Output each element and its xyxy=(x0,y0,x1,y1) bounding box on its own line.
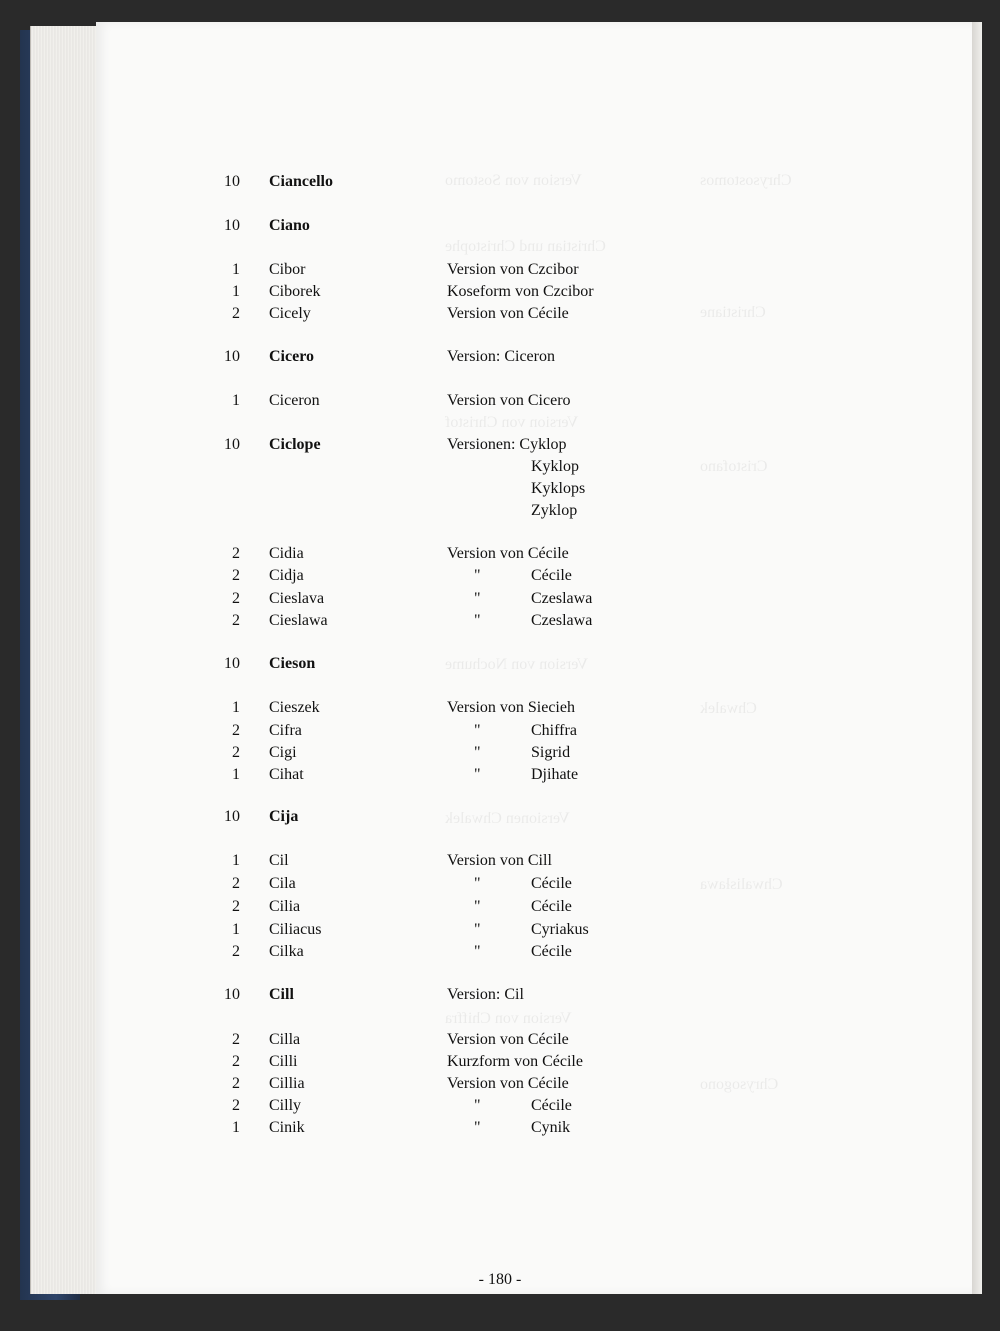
entry-description: Version von Siecieh xyxy=(447,699,575,716)
entry-name: Ciceron xyxy=(269,392,320,409)
entry-name: Ciliacus xyxy=(269,921,322,938)
entry-number: 1 xyxy=(232,766,240,783)
entry-description: Version von Cécile xyxy=(447,1075,569,1092)
ditto-mark: " xyxy=(474,722,481,739)
entry-row xyxy=(0,610,1000,632)
entry-description: Version von Cécile xyxy=(447,305,569,322)
entry-name: Ciano xyxy=(269,217,310,234)
entry-number: 2 xyxy=(232,1031,240,1048)
entry-number: 2 xyxy=(232,898,240,915)
page-number: - 180 - xyxy=(478,1271,522,1288)
entry-row xyxy=(0,1051,1000,1073)
entry-name: Cilka xyxy=(269,943,304,960)
entry-number: 1 xyxy=(232,852,240,869)
entry-reference: Czeslawa xyxy=(531,590,593,607)
entry-description: Version von Cicero xyxy=(447,392,571,409)
ditto-mark: " xyxy=(474,612,481,629)
entry-row xyxy=(0,588,1000,610)
entry-description: Versionen: Cyklop xyxy=(447,436,567,453)
entry-row xyxy=(0,1117,1000,1139)
entry-name: Cieson xyxy=(269,655,316,672)
entry-name: Cidja xyxy=(269,567,304,584)
ditto-mark: " xyxy=(474,744,481,761)
entry-row xyxy=(0,390,1000,412)
entry-row xyxy=(0,697,1000,719)
entry-number: 2 xyxy=(232,1053,240,1070)
entry-description: Version von Cécile xyxy=(447,545,569,562)
entry-reference: Cécile xyxy=(531,898,572,915)
entry-number: 2 xyxy=(232,1075,240,1092)
entry-name: Cieslava xyxy=(269,590,325,607)
entry-row xyxy=(0,434,1000,456)
entry-number: 1 xyxy=(232,283,240,300)
entry-name: Cihat xyxy=(269,766,304,783)
entry-number: 1 xyxy=(232,921,240,938)
entry-variant: Zyklop xyxy=(531,502,578,519)
entry-reference: Czeslawa xyxy=(531,612,593,629)
entry-row xyxy=(0,873,1000,895)
entry-number: 2 xyxy=(232,722,240,739)
entry-number: 10 xyxy=(224,986,240,1003)
entry-row xyxy=(0,303,1000,325)
entry-number: 2 xyxy=(232,590,240,607)
entry-name: Cill xyxy=(269,986,294,1003)
entry-description: Koseform von Czcibor xyxy=(447,283,594,300)
entry-reference: Djihate xyxy=(531,766,579,783)
entry-row xyxy=(0,281,1000,303)
entry-number: 10 xyxy=(224,808,240,825)
ditto-mark: " xyxy=(474,898,481,915)
entry-row xyxy=(0,742,1000,764)
entry-name: Cinik xyxy=(269,1119,305,1136)
ditto-mark: " xyxy=(474,1119,481,1136)
entry-name: Ciclope xyxy=(269,436,321,453)
entry-name: Cilla xyxy=(269,1031,301,1048)
ditto-mark: " xyxy=(474,921,481,938)
entry-reference: Cynik xyxy=(531,1119,571,1136)
entry-row xyxy=(0,259,1000,281)
entry-reference: Cécile xyxy=(531,943,572,960)
entry-reference: Chiffra xyxy=(531,722,577,739)
entry-number: 1 xyxy=(232,1119,240,1136)
entry-row xyxy=(0,984,1000,1006)
entry-number: 2 xyxy=(232,545,240,562)
entry-description: Version von Cécile xyxy=(447,1031,569,1048)
entry-number: 2 xyxy=(232,744,240,761)
entry-variant: Kyklops xyxy=(531,480,586,497)
entry-number: 2 xyxy=(232,1097,240,1114)
entry-row xyxy=(0,720,1000,742)
entry-variant: Kyklop xyxy=(531,458,579,475)
entry-number: 10 xyxy=(224,217,240,234)
entry-number: 2 xyxy=(232,612,240,629)
entry-reference: Cyriakus xyxy=(531,921,589,938)
entry-name: Cigi xyxy=(269,744,297,761)
entry-reference: Sigrid xyxy=(531,744,571,761)
entry-row xyxy=(0,850,1000,872)
ditto-mark: " xyxy=(474,875,481,892)
entry-number: 10 xyxy=(224,436,240,453)
entry-description: Version von Cill xyxy=(447,852,552,869)
entry-reference: Cécile xyxy=(531,567,572,584)
entry-number: 2 xyxy=(232,305,240,322)
entry-name: Ciancello xyxy=(269,173,333,190)
entry-name: Cija xyxy=(269,808,299,825)
entry-name: Cillia xyxy=(269,1075,305,1092)
entry-name: Cidia xyxy=(269,545,304,562)
ditto-mark: " xyxy=(474,567,481,584)
entry-name: Cicely xyxy=(269,305,311,322)
entry-row xyxy=(0,919,1000,941)
entry-number: 2 xyxy=(232,567,240,584)
ditto-mark: " xyxy=(474,590,481,607)
entry-number: 1 xyxy=(232,261,240,278)
entry-row xyxy=(0,653,1000,675)
entry-row xyxy=(0,1029,1000,1051)
entry-description: Version von Czcibor xyxy=(447,261,579,278)
entry-name: Cicero xyxy=(269,348,315,365)
entry-number: 1 xyxy=(232,699,240,716)
entry-name: Cilly xyxy=(269,1097,302,1114)
entry-row xyxy=(0,565,1000,587)
entry-name: Cilli xyxy=(269,1053,298,1070)
entry-name: Cibor xyxy=(269,261,306,278)
entry-number: 10 xyxy=(224,173,240,190)
entry-description: Version: Ciceron xyxy=(447,348,555,365)
entry-reference: Cécile xyxy=(531,875,572,892)
entry-row xyxy=(0,896,1000,918)
entry-name: Cila xyxy=(269,875,296,892)
entry-number: 2 xyxy=(232,875,240,892)
entry-row xyxy=(0,806,1000,828)
entry-number: 10 xyxy=(224,655,240,672)
entry-row xyxy=(0,1073,1000,1095)
entry-number: 10 xyxy=(224,348,240,365)
ditto-mark: " xyxy=(474,943,481,960)
entry-name: Cieslawa xyxy=(269,612,328,629)
entry-name: Cilia xyxy=(269,898,301,915)
entry-name: Ciborek xyxy=(269,283,321,300)
entry-row xyxy=(0,1095,1000,1117)
entry-row xyxy=(0,941,1000,963)
entry-row xyxy=(0,456,1000,478)
entry-number: 2 xyxy=(232,943,240,960)
entry-description: Version: Cil xyxy=(447,986,524,1003)
entry-reference: Cécile xyxy=(531,1097,572,1114)
entry-row xyxy=(0,346,1000,368)
ditto-mark: " xyxy=(474,1097,481,1114)
entry-row xyxy=(0,543,1000,565)
ditto-mark: " xyxy=(474,766,481,783)
entry-row xyxy=(0,215,1000,237)
entry-name: Cieszek xyxy=(269,699,320,716)
entry-row xyxy=(0,764,1000,786)
entry-row xyxy=(0,500,1000,522)
entry-row xyxy=(0,478,1000,500)
entry-row xyxy=(0,171,1000,193)
entry-name: Cil xyxy=(269,852,289,869)
entry-name: Cifra xyxy=(269,722,302,739)
entry-number: 1 xyxy=(232,392,240,409)
entry-description: Kurzform von Cécile xyxy=(447,1053,583,1070)
